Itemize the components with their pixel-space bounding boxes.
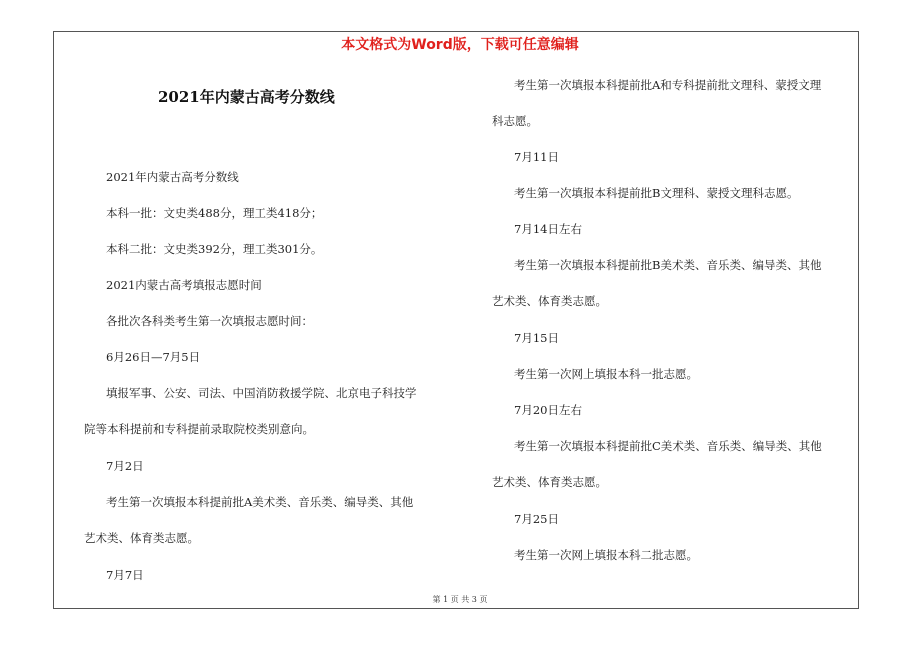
- document-title: 2021年内蒙古高考分数线: [158, 88, 335, 106]
- paragraph-line: 本科一批：文史类488分，理工类418分；: [106, 206, 323, 220]
- paragraph-line: 考生第一次填报本科提前批B文理科、蒙授文理科志愿。: [514, 186, 799, 200]
- paragraph-line: 7月15日: [514, 331, 559, 345]
- paragraph-line: 2021内蒙古高考填报志愿时间: [106, 278, 262, 292]
- paragraph-line: 考生第一次填报本科提前批A和专科提前批文理科、蒙授文理: [514, 78, 822, 92]
- paragraph-line: 7月7日: [106, 568, 144, 582]
- paragraph-line: 考生第一次填报本科提前批A美术类、音乐类、编导类、其他: [106, 495, 414, 509]
- page-number: 第 1 页 共 3 页: [432, 595, 488, 604]
- paragraph-line: 2021年内蒙古高考分数线: [106, 170, 239, 184]
- paragraph-line: 7月11日: [514, 150, 559, 164]
- paragraph-line: 艺术类、体育类志愿。: [492, 294, 607, 308]
- paragraph-line: 各批次各科类考生第一次填报志愿时间：: [106, 314, 313, 328]
- paragraph-line: 7月14日左右: [514, 222, 582, 236]
- paragraph-line: 7月25日: [514, 512, 559, 526]
- paragraph-line: 本科二批：文史类392分，理工类301分。: [106, 242, 323, 256]
- paragraph-line: 7月20日左右: [514, 403, 582, 417]
- paragraph-line: 6月26日—7月5日: [106, 350, 201, 364]
- paragraph-line: 考生第一次网上填报本科一批志愿。: [514, 367, 698, 381]
- paragraph-line: 艺术类、体育类志愿。: [492, 475, 607, 489]
- paragraph-line: 填报军事、公安、司法、中国消防救援学院、北京电子科技学: [106, 386, 417, 400]
- paragraph-line: 科志愿。: [492, 114, 538, 128]
- paragraph-line: 院等本科提前和专科提前录取院校类别意向。: [84, 422, 314, 436]
- format-banner: 本文格式为Word版，下载可任意编辑: [341, 37, 579, 53]
- paragraph-line: 7月2日: [106, 459, 144, 473]
- paragraph-line: 考生第一次填报本科提前批B美术类、音乐类、编导类、其他: [514, 258, 822, 272]
- paragraph-line: 考生第一次填报本科提前批C美术类、音乐类、编导类、其他: [514, 439, 822, 453]
- paragraph-line: 艺术类、体育类志愿。: [84, 531, 199, 545]
- paragraph-line: 考生第一次网上填报本科二批志愿。: [514, 548, 698, 562]
